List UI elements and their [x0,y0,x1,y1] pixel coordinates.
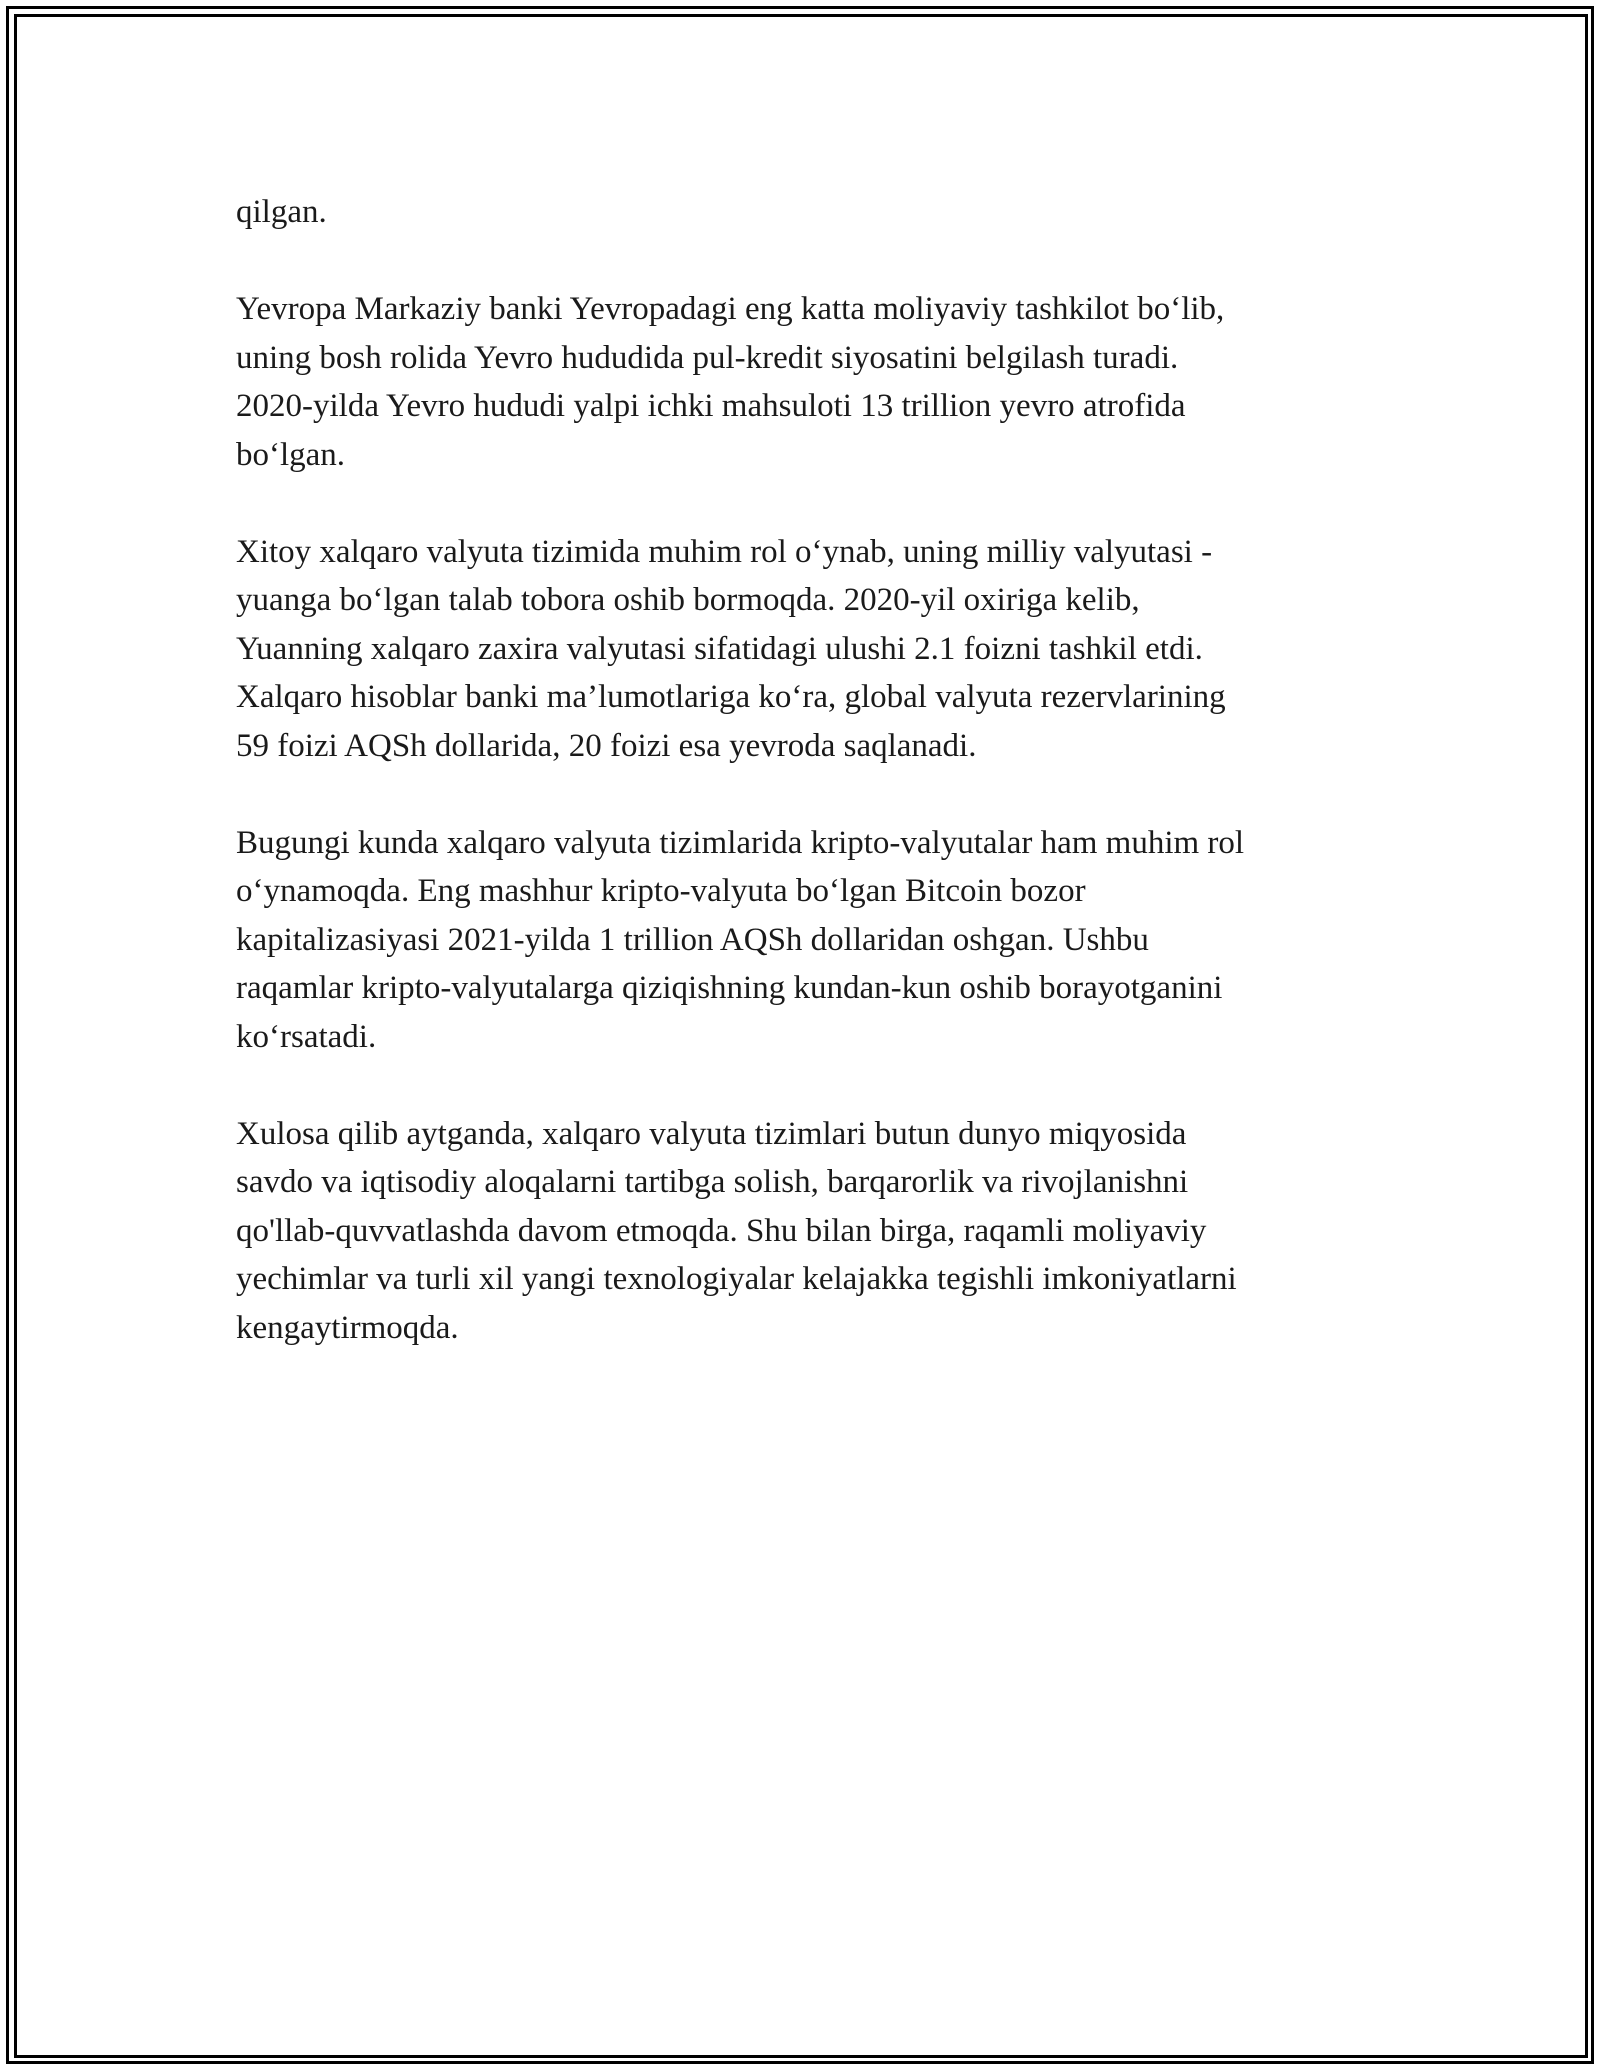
paragraph-conclusion: Xulosa qilib aytganda, xalqaro valyuta tizimlari butun dunyo miqyosida savdo va iqtisodiy aloqalarni tartibga solish, barqarorlik va rivojlanishni qo'llab-quvvatlashda davom etmoqda. Shu bilan birga, raqamli moliyaviy yechimlar va turli xil yangi texnologiyalar kelajakka tegishli imkoniyatlarni kengaytirmoqda. [236,1115,1237,1346]
paragraph-continuation: qilgan. [236,194,327,230]
document-body [236,188,1366,1401]
paragraph-china-yuan: Xitoy xalqaro valyuta tizimida muhim rol o‘ynab, uning milliy valyutasi - yuanga bo‘lgan talab tobora oshib bormoqda. 2020-yil oxiriga kelib, Yuanning xalqaro zaxira valyutasi sifatidagi ulushi 2.1 foizni tashkil etdi. Xalqaro hisoblar banki ma’lumotlariga ko‘ra, global valyuta rezervlarining 59 foizi AQSh dollarida, 20 foizi esa yevroda saqlanadi. [236,533,1226,764]
paragraph-ecb: Yevropa Markaziy banki Yevropadagi eng katta moliyaviy tashkilot bo‘lib, uning bosh rolida Yevro hududida pul-kredit siyosatini belgilash turadi. 2020-yilda Yevro hududi yalpi ichki mahsuloti 13 trillion yevro atrofida bo‘lgan. [236,291,1225,473]
paragraph-crypto: Bugungi kunda xalqaro valyuta tizimlarida kripto-valyutalar ham muhim rol o‘ynamoqda. Eng mashhur kripto-valyuta bo‘lgan Bitcoin bozor kapitalizasiyasi 2021-yilda 1 trillion AQSh dollaridan oshgan. Ushbu raqamlar kripto-valyutalarga qiziqishning kundan-kun oshib borayotganini ko‘rsatadi. [236,824,1245,1055]
